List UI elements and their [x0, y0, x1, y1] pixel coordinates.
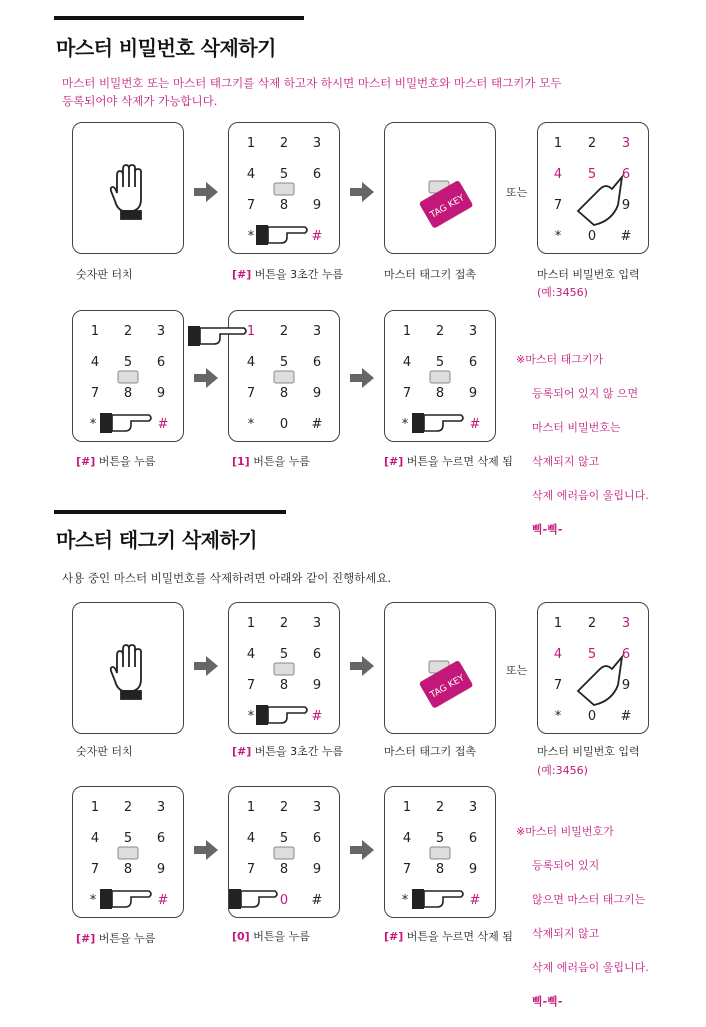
section1-note-line2: 등록되어야 삭제가 가능합니다. — [62, 94, 218, 108]
svg-text:2: 2 — [123, 324, 133, 339]
svg-text:#: # — [311, 417, 323, 432]
svg-text:TAG KEY: TAG KEY — [428, 193, 467, 221]
caption-touch: 숫자판 터치 — [76, 268, 133, 281]
caption-enter-pw: 마스터 비밀번호 입력 — [537, 268, 640, 281]
svg-text:8: 8 — [435, 386, 445, 401]
svg-text:7: 7 — [246, 678, 256, 693]
svg-text:6: 6 — [312, 167, 322, 182]
svg-text:*: * — [401, 417, 409, 432]
svg-text:9: 9 — [312, 386, 322, 401]
svg-text:2: 2 — [587, 136, 597, 151]
caption-enter-pw-2: 마스터 비밀번호 입력 — [537, 745, 640, 758]
tag-key-icon — [385, 603, 497, 735]
arrow-right-icon — [194, 840, 218, 860]
svg-text:*: * — [401, 893, 409, 908]
svg-text:7: 7 — [553, 678, 563, 693]
or-label-2: 또는 — [506, 664, 528, 677]
pointing-hand-icon — [424, 891, 463, 907]
svg-text:9: 9 — [468, 862, 478, 877]
svg-text:5: 5 — [587, 167, 597, 182]
svg-text:*: * — [554, 229, 562, 244]
svg-text:9: 9 — [468, 386, 478, 401]
svg-text:4: 4 — [553, 647, 563, 662]
svg-text:5: 5 — [279, 167, 289, 182]
pointing-hand-icon — [256, 225, 307, 245]
svg-text:4: 4 — [90, 355, 100, 370]
svg-text:#: # — [157, 417, 169, 432]
pointing-hand-icon — [268, 707, 307, 723]
panel-row2-hash — [72, 310, 184, 442]
svg-text:*: * — [89, 417, 97, 432]
arrow-right-icon — [194, 182, 218, 202]
panel-enter-master-pw-2 — [537, 602, 649, 734]
finger-icon — [578, 177, 622, 225]
svg-text:7: 7 — [246, 862, 256, 877]
svg-text:8: 8 — [279, 386, 289, 401]
svg-text:#: # — [620, 229, 632, 244]
svg-text:2: 2 — [435, 324, 445, 339]
section2-warning: ※마스터 비밀번호가 등록되어 있지 않으면 마스터 태그키는 삭제되지 않고 삭제 에러음이 울립니다. 삑-삑- — [516, 825, 649, 1008]
svg-text:1: 1 — [553, 616, 563, 631]
svg-text:6: 6 — [312, 355, 322, 370]
svg-text:6: 6 — [621, 647, 631, 662]
svg-text:TAG KEY: TAG KEY — [428, 673, 467, 701]
svg-text:2: 2 — [123, 800, 133, 815]
svg-text:3: 3 — [312, 136, 322, 151]
svg-text:#: # — [469, 417, 481, 432]
svg-text:7: 7 — [553, 198, 563, 213]
svg-text:#: # — [311, 709, 323, 724]
panel-tag-contact — [384, 122, 496, 254]
svg-text:0: 0 — [587, 709, 597, 724]
svg-text:*: * — [247, 229, 255, 244]
section1-warning: ※마스터 태그키가 등록되어 있지 않 으면 마스터 비밀번호는 삭제되지 않고 삭제 에러음이 울립니다. 삑-삑- — [516, 353, 649, 536]
panel-touch-keypad — [72, 122, 184, 254]
pointing-hand-icon — [112, 891, 151, 907]
section1-title: 마스터 비밀번호 삭제하기 — [56, 36, 276, 60]
panel-press-hash-2 — [228, 602, 340, 734]
pointing-hand-icon — [188, 324, 248, 348]
caption-row4-delete: [#] 버튼을 누르면 삭제 됨 — [384, 930, 513, 943]
svg-text:1: 1 — [553, 136, 563, 151]
svg-text:2: 2 — [279, 136, 289, 151]
panel-press-hash — [228, 122, 340, 254]
svg-text:0: 0 — [587, 229, 597, 244]
svg-text:5: 5 — [587, 647, 597, 662]
svg-text:1: 1 — [246, 800, 256, 815]
svg-text:*: * — [89, 893, 97, 908]
svg-text:7: 7 — [246, 198, 256, 213]
svg-text:1: 1 — [402, 800, 412, 815]
arrow-right-icon — [350, 182, 374, 202]
svg-text:0: 0 — [279, 417, 289, 432]
svg-text:#: # — [311, 893, 323, 908]
svg-text:5: 5 — [279, 831, 289, 846]
panel-row4-delete — [384, 786, 496, 918]
keypad-hash-press — [385, 311, 497, 443]
svg-text:6: 6 — [468, 355, 478, 370]
svg-text:*: * — [247, 417, 255, 432]
svg-text:8: 8 — [279, 198, 289, 213]
caption-tag-contact: 마스터 태그키 접촉 — [384, 268, 477, 281]
svg-text:4: 4 — [246, 647, 256, 662]
svg-text:5: 5 — [435, 355, 445, 370]
svg-text:8: 8 — [435, 862, 445, 877]
svg-text:#: # — [469, 893, 481, 908]
panel-row2-delete — [384, 310, 496, 442]
svg-text:4: 4 — [553, 167, 563, 182]
arrow-right-icon — [194, 368, 218, 388]
keypad-hash-press — [73, 787, 185, 919]
svg-text:4: 4 — [402, 831, 412, 846]
caption-row2-delete: [#] 버튼을 누르면 삭제 됨 — [384, 455, 513, 468]
finger-icon — [578, 657, 622, 705]
svg-text:5: 5 — [279, 355, 289, 370]
svg-text:1: 1 — [90, 324, 100, 339]
svg-text:5: 5 — [279, 647, 289, 662]
svg-text:8: 8 — [123, 862, 133, 877]
caption-row4-hash: [#] 버튼을 누름 — [76, 932, 156, 945]
svg-text:2: 2 — [435, 800, 445, 815]
caption-row2-key1: [1] 버튼을 누름 — [232, 455, 310, 468]
svg-text:2: 2 — [279, 800, 289, 815]
svg-text:8: 8 — [279, 862, 289, 877]
panel-tag-contact-2 — [384, 602, 496, 734]
arrow-right-icon — [350, 368, 374, 388]
section2-intro: 사용 중인 마스터 비밀번호를 삭제하려면 아래와 같이 진행하세요. — [62, 571, 392, 585]
section2-title: 마스터 태그키 삭제하기 — [56, 528, 258, 552]
svg-text:3: 3 — [621, 616, 631, 631]
svg-text:*: * — [554, 709, 562, 724]
svg-text:#: # — [157, 893, 169, 908]
svg-text:7: 7 — [402, 862, 412, 877]
svg-text:5: 5 — [123, 355, 133, 370]
svg-text:2: 2 — [279, 324, 289, 339]
section1-note-line1: 마스터 비밀번호 또는 마스터 태그키를 삭제 하고자 하시면 마스터 비밀번호와 마스터 태그키가 모두 — [62, 76, 562, 90]
svg-text:#: # — [311, 229, 323, 244]
svg-text:#: # — [620, 709, 632, 724]
caption-press-hash: [#] 버튼을 3초간 누름 — [232, 268, 344, 281]
arrow-right-icon — [350, 656, 374, 676]
hand-icon — [73, 603, 185, 735]
section2-title-bar — [54, 510, 286, 514]
svg-text:3: 3 — [468, 324, 478, 339]
caption-example-2: (예:3456) — [537, 764, 588, 777]
svg-text:7: 7 — [90, 386, 100, 401]
svg-text:6: 6 — [312, 831, 322, 846]
caption-example: (예:3456) — [537, 286, 588, 299]
svg-text:6: 6 — [312, 647, 322, 662]
pointing-hand-icon — [424, 415, 463, 431]
caption-tag-contact-2: 마스터 태그키 접촉 — [384, 745, 477, 758]
svg-text:1: 1 — [246, 616, 256, 631]
keypad-hash-press — [385, 787, 497, 919]
svg-text:8: 8 — [279, 678, 289, 693]
keypad-hash-press — [229, 123, 341, 255]
svg-text:9: 9 — [312, 678, 322, 693]
svg-text:5: 5 — [123, 831, 133, 846]
caption-row2-hash: [#] 버튼을 누름 — [76, 455, 156, 468]
svg-text:6: 6 — [156, 831, 166, 846]
svg-text:1: 1 — [90, 800, 100, 815]
svg-text:9: 9 — [156, 862, 166, 877]
panel-enter-master-pw — [537, 122, 649, 254]
or-label-1: 또는 — [506, 186, 528, 199]
svg-text:4: 4 — [246, 355, 256, 370]
svg-text:9: 9 — [312, 862, 322, 877]
svg-text:3: 3 — [156, 324, 166, 339]
svg-text:1: 1 — [246, 324, 256, 339]
svg-text:3: 3 — [312, 800, 322, 815]
keypad-pw-entry — [538, 123, 650, 255]
tag-key-icon — [385, 123, 497, 255]
svg-text:9: 9 — [156, 386, 166, 401]
panel-row4-key0 — [228, 786, 340, 918]
svg-text:1: 1 — [246, 136, 256, 151]
svg-text:7: 7 — [402, 386, 412, 401]
keypad-pw-entry — [538, 603, 650, 735]
keypad-hash-press — [229, 603, 341, 735]
svg-text:4: 4 — [246, 831, 256, 846]
svg-text:6: 6 — [621, 167, 631, 182]
svg-text:1: 1 — [402, 324, 412, 339]
svg-text:3: 3 — [312, 616, 322, 631]
panel-touch-keypad-2 — [72, 602, 184, 734]
svg-text:9: 9 — [312, 198, 322, 213]
svg-text:*: * — [247, 709, 255, 724]
svg-text:3: 3 — [621, 136, 631, 151]
svg-text:7: 7 — [90, 862, 100, 877]
section1-title-bar — [54, 16, 304, 20]
svg-text:6: 6 — [156, 355, 166, 370]
keypad-0-press — [229, 787, 341, 919]
svg-text:3: 3 — [312, 324, 322, 339]
panel-row4-hash — [72, 786, 184, 918]
svg-text:3: 3 — [156, 800, 166, 815]
arrow-right-icon — [194, 656, 218, 676]
svg-text:9: 9 — [621, 678, 631, 693]
svg-text:8: 8 — [123, 386, 133, 401]
hand-icon — [73, 123, 185, 255]
svg-text:2: 2 — [587, 616, 597, 631]
svg-text:4: 4 — [402, 355, 412, 370]
caption-row4-key0: [0] 버튼을 누름 — [232, 930, 310, 943]
caption-touch-2: 숫자판 터치 — [76, 745, 133, 758]
pointing-hand-icon — [241, 891, 277, 907]
svg-text:2: 2 — [279, 616, 289, 631]
svg-text:4: 4 — [90, 831, 100, 846]
caption-press-hash-2: [#] 버튼을 3초간 누름 — [232, 745, 344, 758]
svg-text:7: 7 — [246, 386, 256, 401]
svg-text:4: 4 — [246, 167, 256, 182]
pointing-hand-icon — [112, 415, 151, 431]
arrow-right-icon — [350, 840, 374, 860]
svg-text:5: 5 — [435, 831, 445, 846]
svg-text:9: 9 — [621, 198, 631, 213]
svg-text:6: 6 — [468, 831, 478, 846]
svg-text:0: 0 — [279, 893, 289, 908]
keypad-hash-press — [73, 311, 185, 443]
svg-text:3: 3 — [468, 800, 478, 815]
